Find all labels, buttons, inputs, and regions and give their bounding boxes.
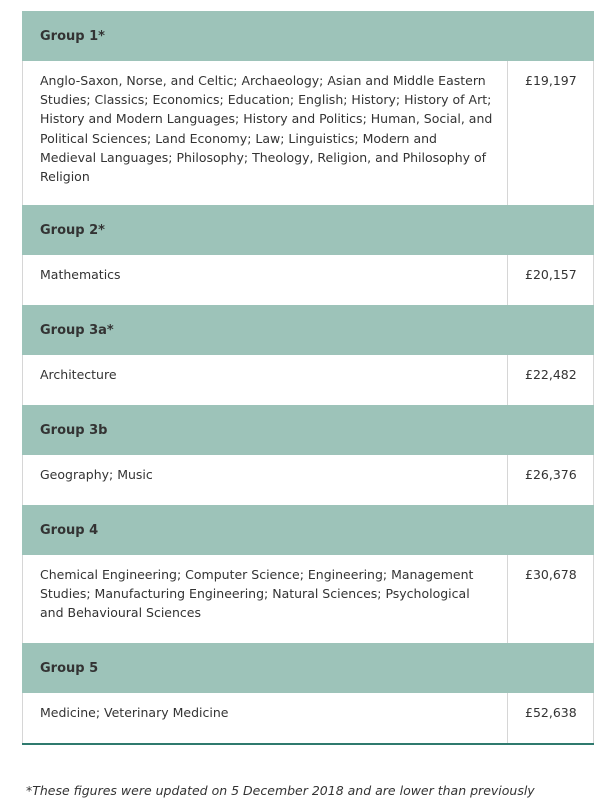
fees-table	[22, 11, 594, 745]
fee-cell: £30,678	[508, 555, 594, 643]
subjects-cell: Geography; Music	[23, 455, 508, 505]
group-title: Group 2*	[23, 205, 594, 255]
fee-cell: £22,482	[508, 355, 594, 405]
table-row	[23, 355, 594, 405]
table-row	[23, 255, 594, 305]
fee-cell: £20,157	[508, 255, 594, 305]
group-title: Group 3b	[23, 405, 594, 455]
group-header	[23, 405, 594, 455]
subjects-cell: Architecture	[23, 355, 508, 405]
subjects-cell: Mathematics	[23, 255, 508, 305]
footnote: *These figures were updated on 5 December 2018 and are lower than previously	[26, 783, 535, 798]
group-header	[23, 205, 594, 255]
group-header	[23, 505, 594, 555]
fee-cell: £52,638	[508, 693, 594, 744]
group-title: Group 3a*	[23, 305, 594, 355]
group-header	[23, 11, 594, 61]
group-title: Group 1*	[23, 11, 594, 61]
fee-cell: £19,197	[508, 61, 594, 205]
group-title: Group 4	[23, 505, 594, 555]
subjects-cell: Chemical Engineering; Computer Science; Engineering; Management Studies; Manufacturing Engineering; Natural Sciences; Psychological and Behavioural Sciences	[23, 555, 508, 643]
subjects-cell: Medicine; Veterinary Medicine	[23, 693, 508, 744]
group-title: Group 5	[23, 643, 594, 693]
group-header	[23, 305, 594, 355]
table-row	[23, 555, 594, 643]
table-row	[23, 693, 594, 744]
table-row	[23, 61, 594, 205]
subjects-cell: Anglo-Saxon, Norse, and Celtic; Archaeology; Asian and Middle Eastern Studies; Classics; Economics; Education; English; History; History of Art; History and Modern Languages; History and Politics; Human, Social, and Political Sciences; Land Economy; Law; Linguistics; Modern and Medieval Languages; Philosophy; Theology, Religion, and Philosophy of Religion	[23, 61, 508, 205]
fee-cell: £26,376	[508, 455, 594, 505]
group-header	[23, 643, 594, 693]
table-row	[23, 455, 594, 505]
